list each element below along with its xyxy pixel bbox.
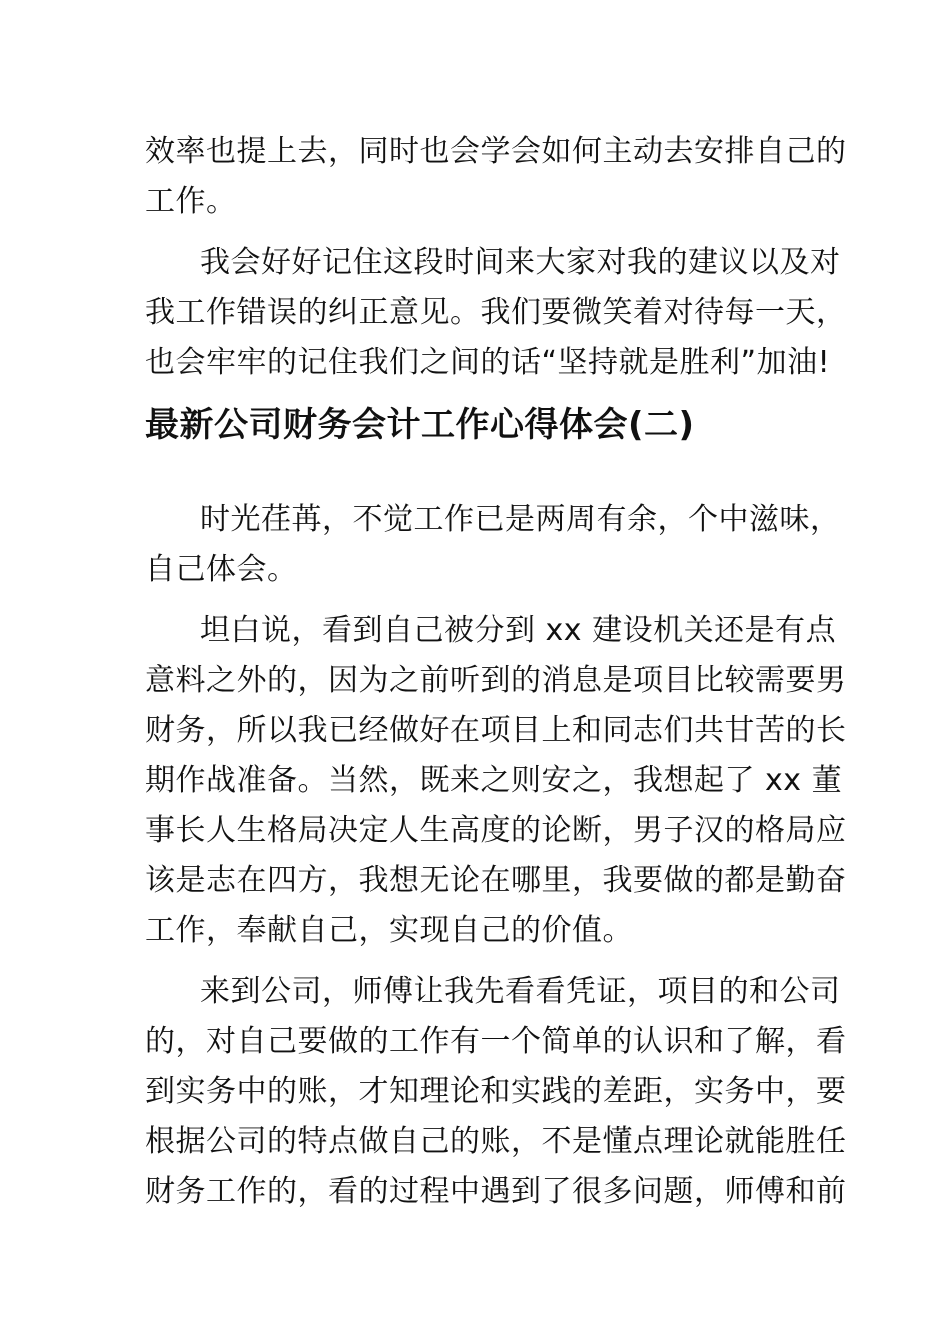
p3-line-2: 自己体会。 [145,552,298,587]
section-heading: 最新公司财务会计工作心得体会(二) [145,405,695,445]
p5-line-3: 到实务中的账，才知理论和实践的差距，实务中，要 [145,1074,847,1109]
p4-line-5: 事长人生格局决定人生高度的论断，男子汉的格局应 [145,813,847,848]
p2-line-2: 我工作错误的纠正意见。我们要微笑着对待每一天， [145,295,847,330]
p1-line-1: 效率也提上去，同时也会学会如何主动去安排自己的 [145,134,847,169]
p4-line-7: 工作，奉献自己，实现自己的价值。 [145,913,633,948]
p1-line-2: 工作。 [145,184,237,219]
p5-line-4: 根据公司的特点做自己的账，不是懂点理论就能胜任 [145,1124,847,1159]
p5-line-5: 财务工作的，看的过程中遇到了很多问题，师傅和前 [145,1174,847,1209]
p3-line-1: 时光荏苒，不觉工作已是两周有余，个中滋味， [200,502,841,537]
p4-line-3: 财务，所以我已经做好在项目上和同志们共甘苦的长 [145,713,847,748]
p2-line-3: 也会牢牢的记住我们之间的话“坚持就是胜利”加油! [145,345,831,380]
p5-line-2: 的，对自己要做的工作有一个简单的认识和了解，看 [145,1024,847,1059]
p4-line-4: 期作战准备。当然，既来之则安之，我想起了 xx 董 [145,763,843,798]
p4-line-2: 意料之外的，因为之前听到的消息是项目比较需要男 [145,663,847,698]
p2-line-1: 我会好好记住这段时间来大家对我的建议以及对 [200,245,841,280]
p5-line-1: 来到公司，师傅让我先看看凭证，项目的和公司 [200,974,841,1009]
p4-line-1: 坦白说，看到自己被分到 xx 建设机关还是有点 [200,613,837,648]
p4-line-6: 该是志在四方，我想无论在哪里，我要做的都是勤奋 [145,863,847,898]
